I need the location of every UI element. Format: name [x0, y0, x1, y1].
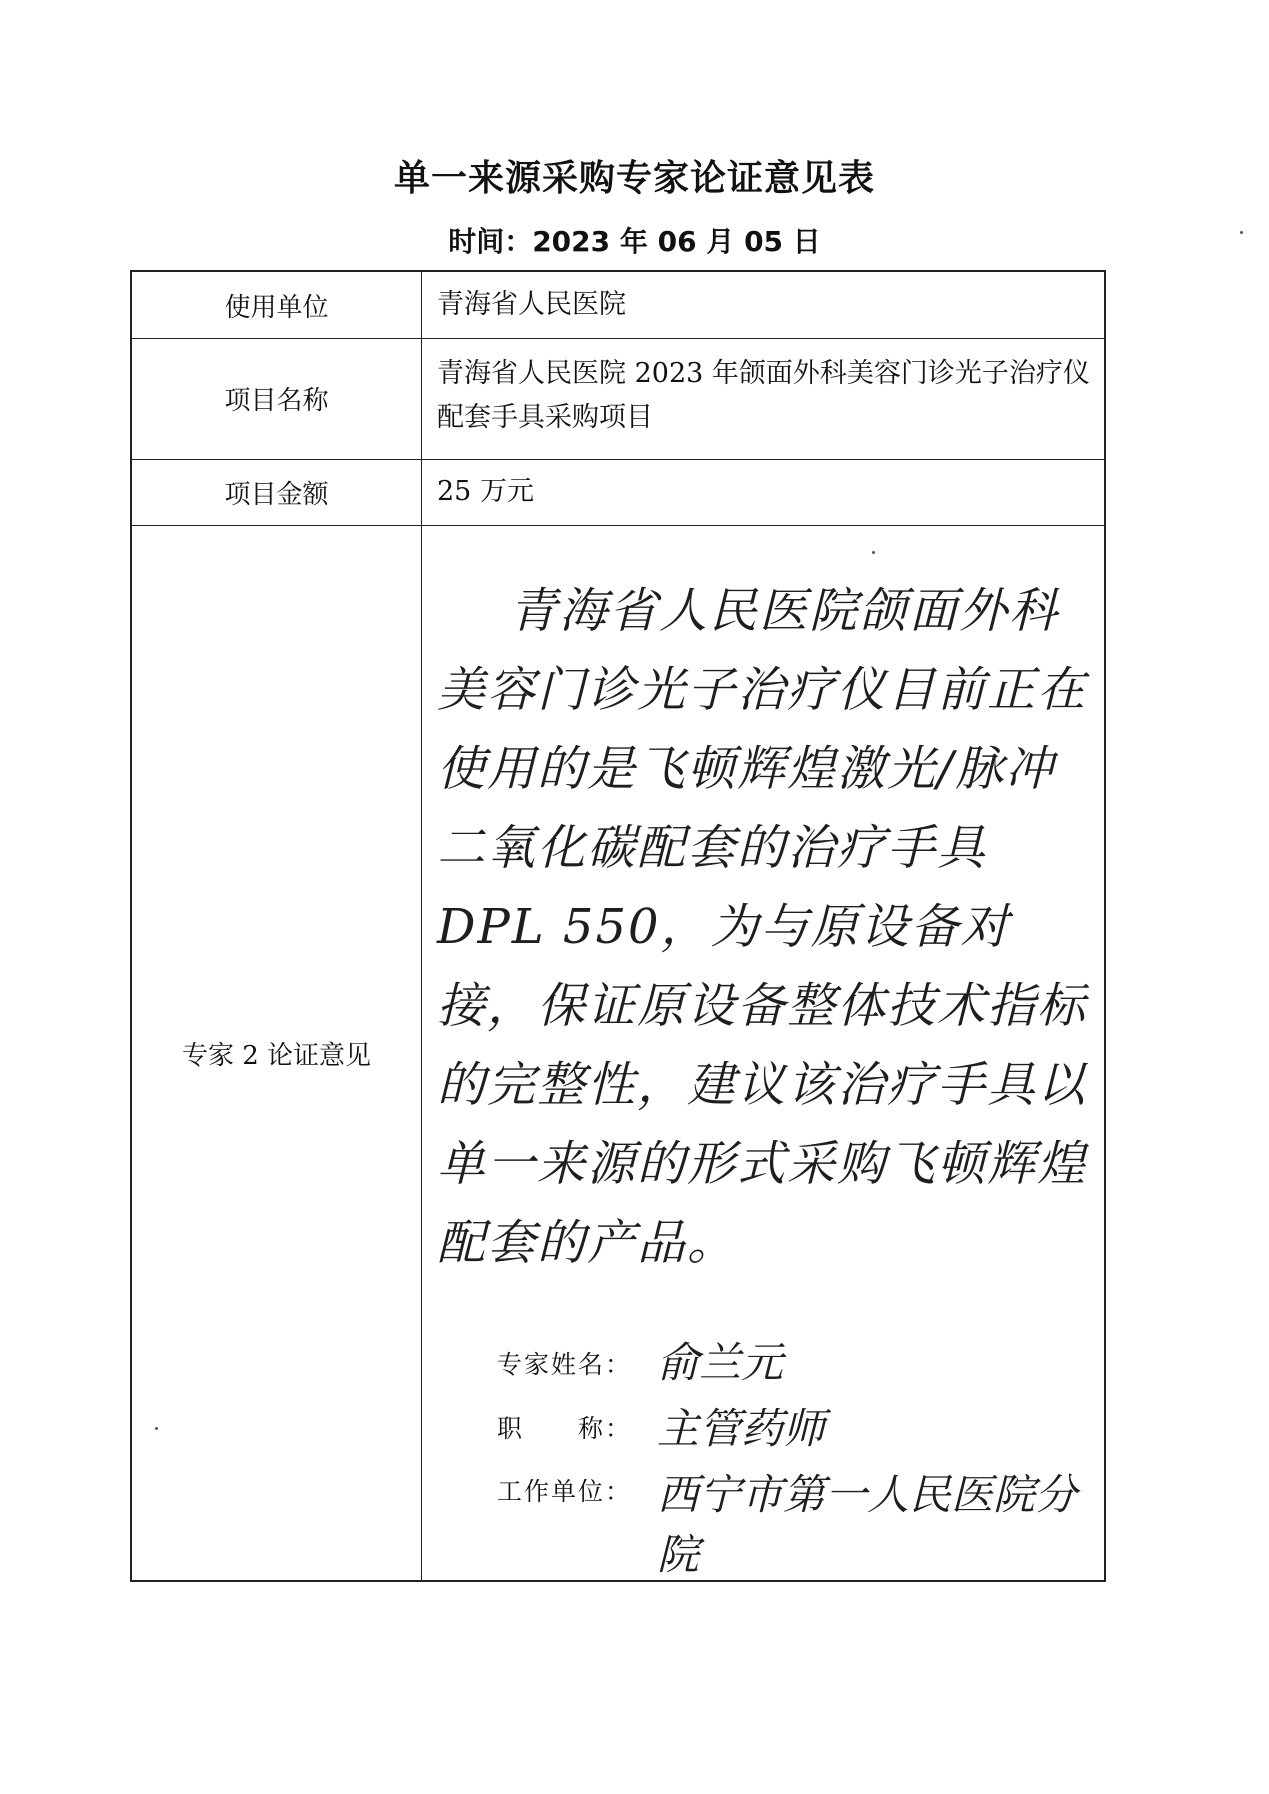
column-divider [421, 272, 422, 1580]
opinion-table [130, 270, 1106, 1582]
opinion-label: 专家 2 论证意见 [181, 1041, 372, 1071]
project-name-value: 青海省人民医院 2023 年颌面外科美容门诊光子治疗仪配套手具采购项目 [437, 358, 1090, 433]
amount-label: 项目金额 [224, 479, 329, 510]
unit-value: 青海省人民医院 [437, 289, 626, 320]
scan-speck [155, 1427, 158, 1430]
handwritten-opinion: 青海省人民医院颌面外科美容门诊光子治疗仪目前正在使用的是飞顿辉煌激光/脉冲二氧化碳配套的治疗手具DPL 550，为与原设备对接，保证原设备整体技术指标的完整性，建议该治疗手具以单一来源的形式采购飞顿辉煌配套的产品。 [437, 583, 1088, 1271]
unit-label: 使用单位 [224, 292, 329, 323]
document-date: 时间：2023 年 06 月 05 日 [448, 225, 821, 258]
expert-work-label: 工作单位： [497, 1477, 633, 1506]
expert-name-signature: 俞兰元 [657, 1338, 784, 1387]
scan-speck [872, 551, 875, 554]
expert-title-handwritten: 主管药师 [657, 1404, 826, 1453]
amount-value: 25 万元 [437, 476, 534, 507]
project-name-label: 项目名称 [224, 386, 329, 416]
document-title: 单一来源采购专家论证意见表 [393, 158, 875, 199]
expert-title-label: 职 称： [497, 1414, 633, 1443]
expert-work-handwritten: 西宁市第一人民医院分院 [657, 1470, 1078, 1579]
expert-name-label: 专家姓名： [497, 1350, 633, 1379]
scan-speck [1240, 231, 1243, 234]
